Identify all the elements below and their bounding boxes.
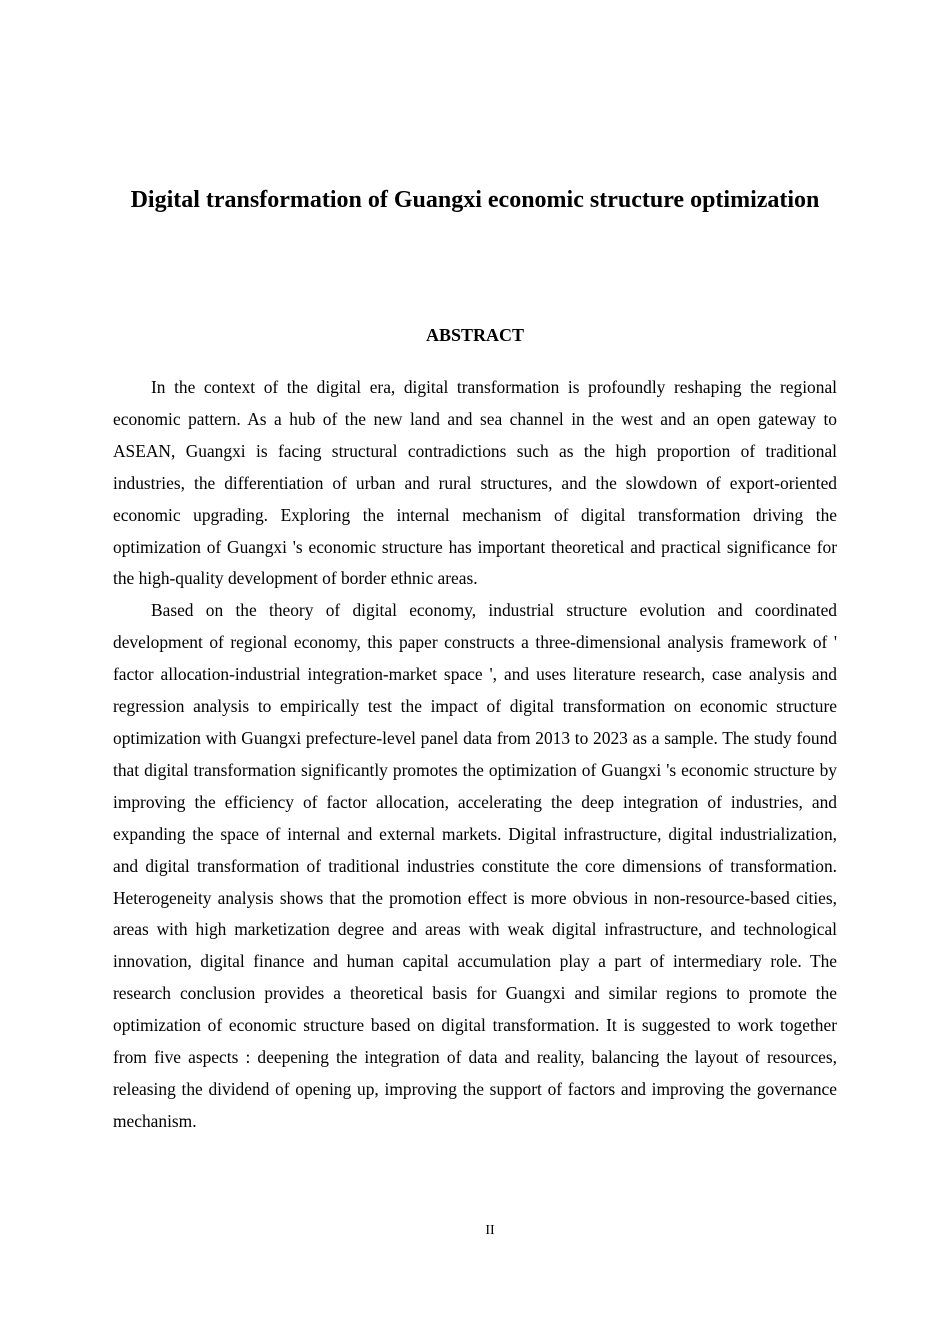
page-number: II [485,1223,495,1238]
abstract-body [113,372,837,1138]
abstract-paragraph: In the context of the digital era, digital transformation is profoundly reshaping the regional economic pattern. As a hub of the new land and sea channel in the west and an open gateway to ASEAN, Guangxi is facing structural contradictions such as the high proportion of traditional industries, the differentiation of urban and rural structures, and the slowdown of export-oriented economic upgrading. Exploring the internal mechanism of digital transformation driving the optimization of Guangxi 's economic structure has important theoretical and practical significance for the high-quality development of border ethnic areas. [113,377,837,589]
abstract-heading: ABSTRACT [425,325,525,345]
paper-title: Digital transformation of Guangxi economic structure optimization [130,187,820,213]
abstract-paragraph: Based on the theory of digital economy, industrial structure evolution and coordinated development of regional economy, this paper constructs a three-dimensional analysis framework of ' factor allocation-industrial integration-market space ', and uses literature research, case analysis and regression analysis to empirically test the impact of digital transformation on economic structure optimization with Guangxi prefecture-level panel data from 2013 to 2023 as a sample. The study found that digital transformation significantly promotes the optimization of Guangxi 's economic structure by improving the efficiency of factor allocation, accelerating the deep integration of industries, and expanding the space of internal and external markets. Digital infrastructure, digital industrialization, and digital transformation of traditional industries constitute the core dimensions of transformation. Heterogeneity analysis shows that the promotion effect is more obvious in non-resource-based cities, areas with high marketization degree and areas with weak digital infrastructure, and technological innovation, digital finance and human capital accumulation play a part of intermediary role. The research conclusion provides a theoretical basis for Guangxi and similar regions to promote the optimization of economic structure based on digital transformation. It is suggested to work together from five aspects : deepening the integration of data and reality, balancing the layout of resources, releasing the dividend of opening up, improving the support of factors and improving the governance mechanism. [113,600,837,1131]
